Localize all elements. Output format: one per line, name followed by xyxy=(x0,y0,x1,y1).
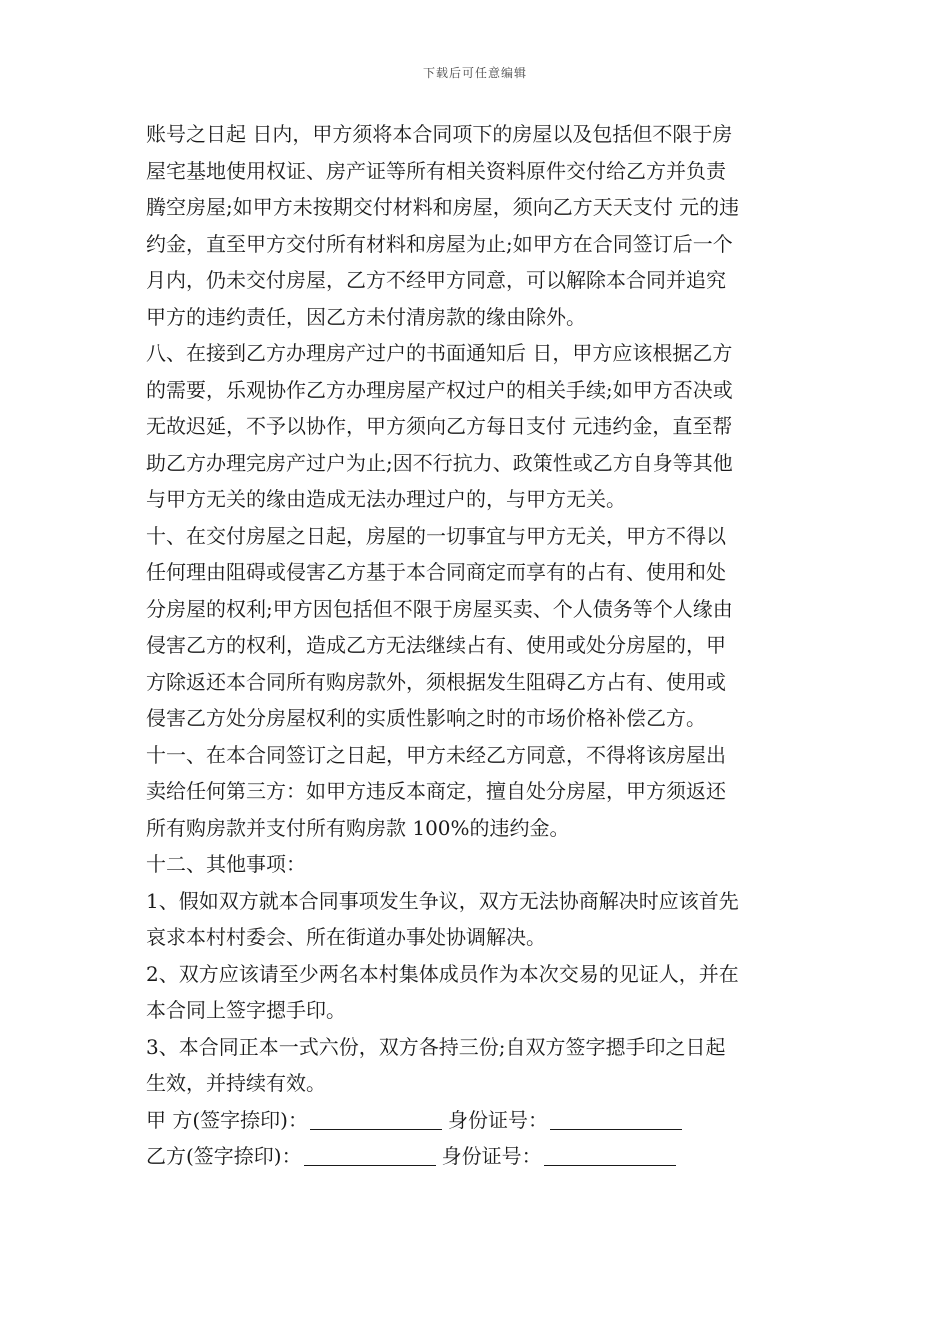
party-b-label: 乙方(签字捺印)： xyxy=(146,1144,302,1168)
body-line: 约金，直至甲方交付所有材料和房屋为止;如甲方在合同签订后一个 xyxy=(146,231,733,256)
clause-12-heading: 十二、其他事项： xyxy=(146,852,306,876)
party-b-signature-row xyxy=(146,1138,806,1175)
party-b-signature-blank xyxy=(304,1143,436,1166)
item-2-line: 2、双方应该请至少两名本村集体成员作为本次交易的见证人，并在 xyxy=(146,961,739,986)
party-a-label: 甲 方(签字捺印)： xyxy=(146,1107,308,1132)
body-line: 方除返还本合同所有购房款外，须根据发生阻碍乙方占有、使用或 xyxy=(146,669,726,694)
clause-11-line: 十一、在本合同签订之日起，甲方未经乙方同意，不得将该房屋出 xyxy=(146,742,726,767)
contract-body xyxy=(146,116,806,1175)
body-line: 卖给任何第三方：如甲方违反本商定，擅自处分房屋，甲方须返还 xyxy=(146,779,726,803)
party-a-id-label: 身份证号： xyxy=(447,1107,548,1132)
body-line: 无故迟延，不予以协作，甲方须向乙方每日支付 元违约金，直至帮 xyxy=(146,414,733,438)
party-a-signature-blank xyxy=(310,1107,442,1130)
party-a-id-blank xyxy=(550,1107,682,1130)
body-line: 侵害乙方处分房屋权利的实质性影响之时的市场价格补偿乙方。 xyxy=(146,706,706,730)
body-line: 本合同上签字摁手印。 xyxy=(146,998,346,1022)
body-line: 账号之日起 日内，甲方须将本合同项下的房屋以及包括但不限于房 xyxy=(146,122,733,146)
body-line: 侵害乙方的权利，造成乙方无法继续占有、使用或处分房屋的，甲 xyxy=(146,633,726,657)
party-a-signature-row xyxy=(146,1102,806,1139)
body-line: 所有购房款并支付所有购房款 100%的违约金。 xyxy=(146,815,570,840)
body-line: 助乙方办理完房产过户为止;因不行抗力、政策性或乙方自身等其他 xyxy=(146,450,733,475)
body-line: 腾空房屋;如甲方未按期交付材料和房屋，须向乙方天天支付 元的违 xyxy=(146,195,740,219)
body-line: 分房屋的权利;甲方因包括但不限于房屋买卖、个人债务等个人缘由 xyxy=(146,596,733,621)
body-line: 的需要，乐观协作乙方办理房屋产权过户的相关手续;如甲方否决或 xyxy=(146,377,733,402)
item-1-line: 1、假如双方就本合同事项发生争议，双方无法协商解决时应该首先 xyxy=(146,888,739,913)
item-3-line: 3、本合同正本一式六份，双方各持三份;自双方签字摁手印之日起 xyxy=(146,1034,726,1059)
clause-10-line: 十、在交付房屋之日起，房屋的一切事宜与甲方无关，甲方不得以 xyxy=(146,523,726,548)
clause-8-line: 八、在接到乙方办理房产过户的书面通知后 日，甲方应该根据乙方 xyxy=(146,341,733,365)
body-line: 生效，并持续有效。 xyxy=(146,1071,326,1095)
body-line: 甲方的违约责任，因乙方未付清房款的缘由除外。 xyxy=(146,304,586,329)
party-b-id-label: 身份证号： xyxy=(441,1144,542,1168)
body-line: 屋宅基地使用权证、房产证等所有相关资料原件交付给乙方并负责 xyxy=(146,158,726,183)
page-header-note: 下载后可任意编辑 xyxy=(422,66,527,80)
body-line: 月内，仍未交付房屋，乙方不经甲方同意，可以解除本合同并追究 xyxy=(146,268,726,292)
party-b-id-blank xyxy=(544,1143,676,1166)
body-line: 与甲方无关的缘由造成无法办理过户的，与甲方无关。 xyxy=(146,487,626,511)
body-line: 任何理由阻碍或侵害乙方基于本合同商定而享有的占有、使用和处 xyxy=(146,560,726,584)
body-line: 哀求本村村委会、所在街道办事处协调解决。 xyxy=(146,925,546,949)
